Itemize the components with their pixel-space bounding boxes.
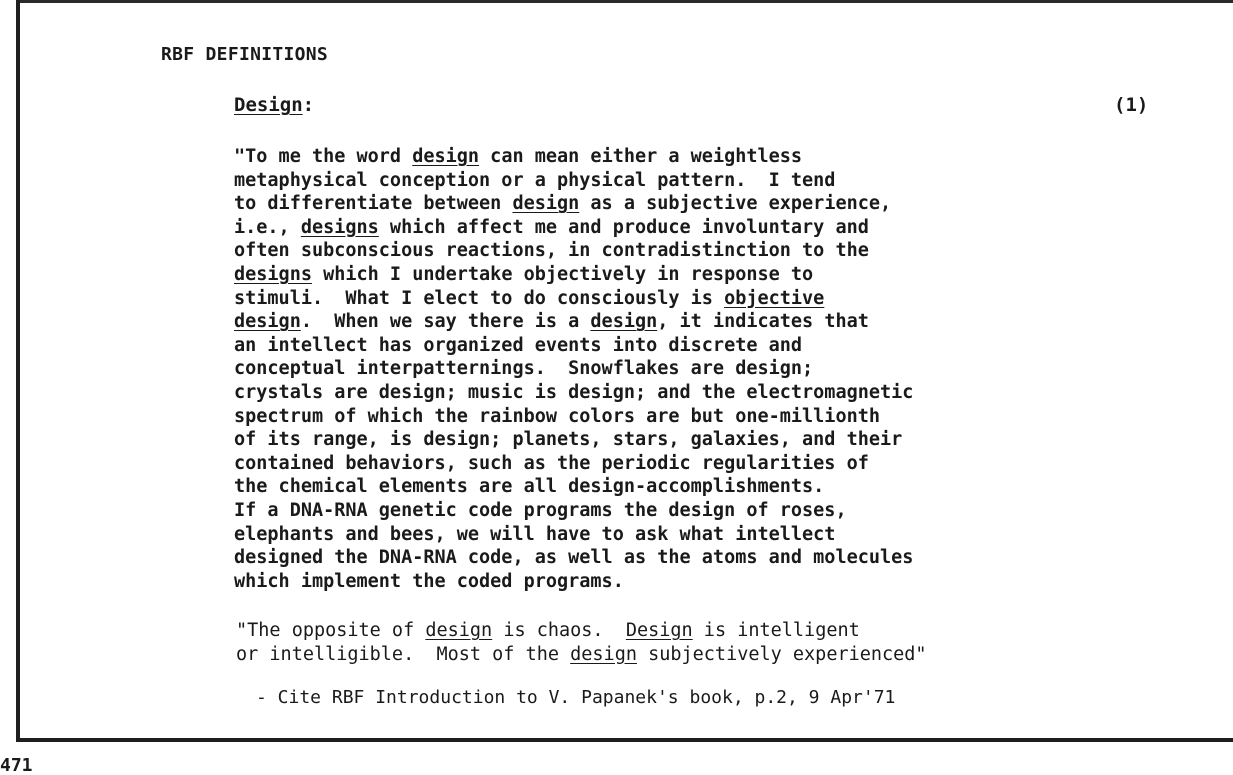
- quote-text: designed the DNA-RNA code, as well as the atoms and molecules: [234, 547, 914, 569]
- quote-text: elephants and bees, we will have to ask what intellect: [234, 523, 836, 545]
- underlined-word: Design: [625, 620, 693, 641]
- quote-line: [234, 192, 1134, 216]
- quote-text: "To me the word: [234, 146, 413, 167]
- quote-text: subjectively experienced": [636, 643, 927, 665]
- quote-line: [234, 499, 1134, 523]
- underlined-word: design: [590, 311, 658, 333]
- quote-text: , it indicates that: [657, 311, 869, 333]
- quote-line: [234, 216, 1134, 240]
- quote-line: [234, 169, 1134, 193]
- underlined-word: design: [412, 146, 480, 167]
- quote-line: [234, 145, 1134, 169]
- quote-text: stimuli. What I elect to do consciously is: [234, 287, 725, 309]
- quote-text: which affect me and produce involuntary and: [378, 216, 869, 238]
- quote-text: contained behaviors, such as the periodic regularities of: [234, 452, 869, 474]
- quote-text: of its range, is design; planets, stars, galaxies, and their: [234, 429, 903, 451]
- term-colon: :: [302, 94, 315, 116]
- quote-text: often subconscious reactions, in contradistinction to the: [234, 240, 869, 262]
- underlined-word: design: [425, 620, 493, 641]
- quote-text: is intelligent: [692, 620, 860, 641]
- quote-text: . When we say there is a: [300, 311, 591, 333]
- quote-line: [234, 428, 1134, 452]
- quote-line: [234, 334, 1134, 358]
- quote-line: [234, 405, 1134, 429]
- quote-text: which I undertake objectively in response to: [311, 263, 814, 285]
- quote-line: [234, 263, 1134, 287]
- quote-text: an intellect has organized events into discrete and: [234, 334, 803, 356]
- quote-line: [234, 381, 1134, 405]
- quote-text: conceptual interpatternings. Snowflakes are design;: [234, 358, 814, 380]
- quote-text: metaphysical conception or a physical pattern. I tend: [234, 169, 836, 191]
- quote-text: which implement the coded programs.: [234, 570, 624, 592]
- quote-text: or intelligible. Most of the: [236, 643, 571, 665]
- citation: - Cite RBF Introduction to V. Papanek's book, p.2, 9 Apr'71: [256, 687, 896, 708]
- term-word: Design: [234, 94, 303, 116]
- definition-term: [234, 94, 314, 116]
- quote-line: [234, 310, 1134, 334]
- quote-text: can mean either a weightless: [479, 146, 803, 167]
- quote-text: If a DNA-RNA genetic code programs the design of roses,: [234, 499, 847, 521]
- quote-line: [234, 570, 1134, 594]
- quote-text: the chemical elements are all design-accomplishments.: [234, 476, 825, 498]
- quote-text: as a subjective experience,: [579, 193, 892, 215]
- quote-line: [234, 523, 1134, 547]
- card-number: (1): [1114, 94, 1149, 116]
- quote-line: [234, 287, 1134, 311]
- quote-text: to differentiate between: [234, 193, 513, 215]
- underlined-word: designs: [234, 263, 312, 285]
- quote-line: [236, 619, 1136, 643]
- quote-text: crystals are design; music is design; and the electromagnetic: [234, 381, 914, 403]
- quote-line: [234, 546, 1134, 570]
- page-title: RBF DEFINITIONS: [161, 44, 329, 65]
- quote-text: spectrum of which the rainbow colors are but one-millionth: [234, 405, 881, 427]
- definition-quote: [234, 145, 1134, 593]
- underlined-word: design: [570, 643, 637, 665]
- quote-line: [234, 475, 1134, 499]
- underlined-word: designs: [300, 216, 379, 238]
- quote-line: [236, 643, 1136, 667]
- quote-line: [234, 452, 1134, 476]
- quote-line: [234, 357, 1134, 381]
- underlined-word: objective: [724, 287, 825, 309]
- quote-text: "The opposite of: [236, 620, 426, 641]
- underlined-word: design: [234, 311, 301, 333]
- underlined-word: design: [512, 193, 580, 215]
- quote-text: is chaos.: [492, 620, 626, 641]
- quote-line: [234, 239, 1134, 263]
- quote-text: i.e.,: [234, 216, 301, 238]
- definition-quote-continued: [236, 619, 1136, 666]
- page-number: 471: [0, 757, 33, 775]
